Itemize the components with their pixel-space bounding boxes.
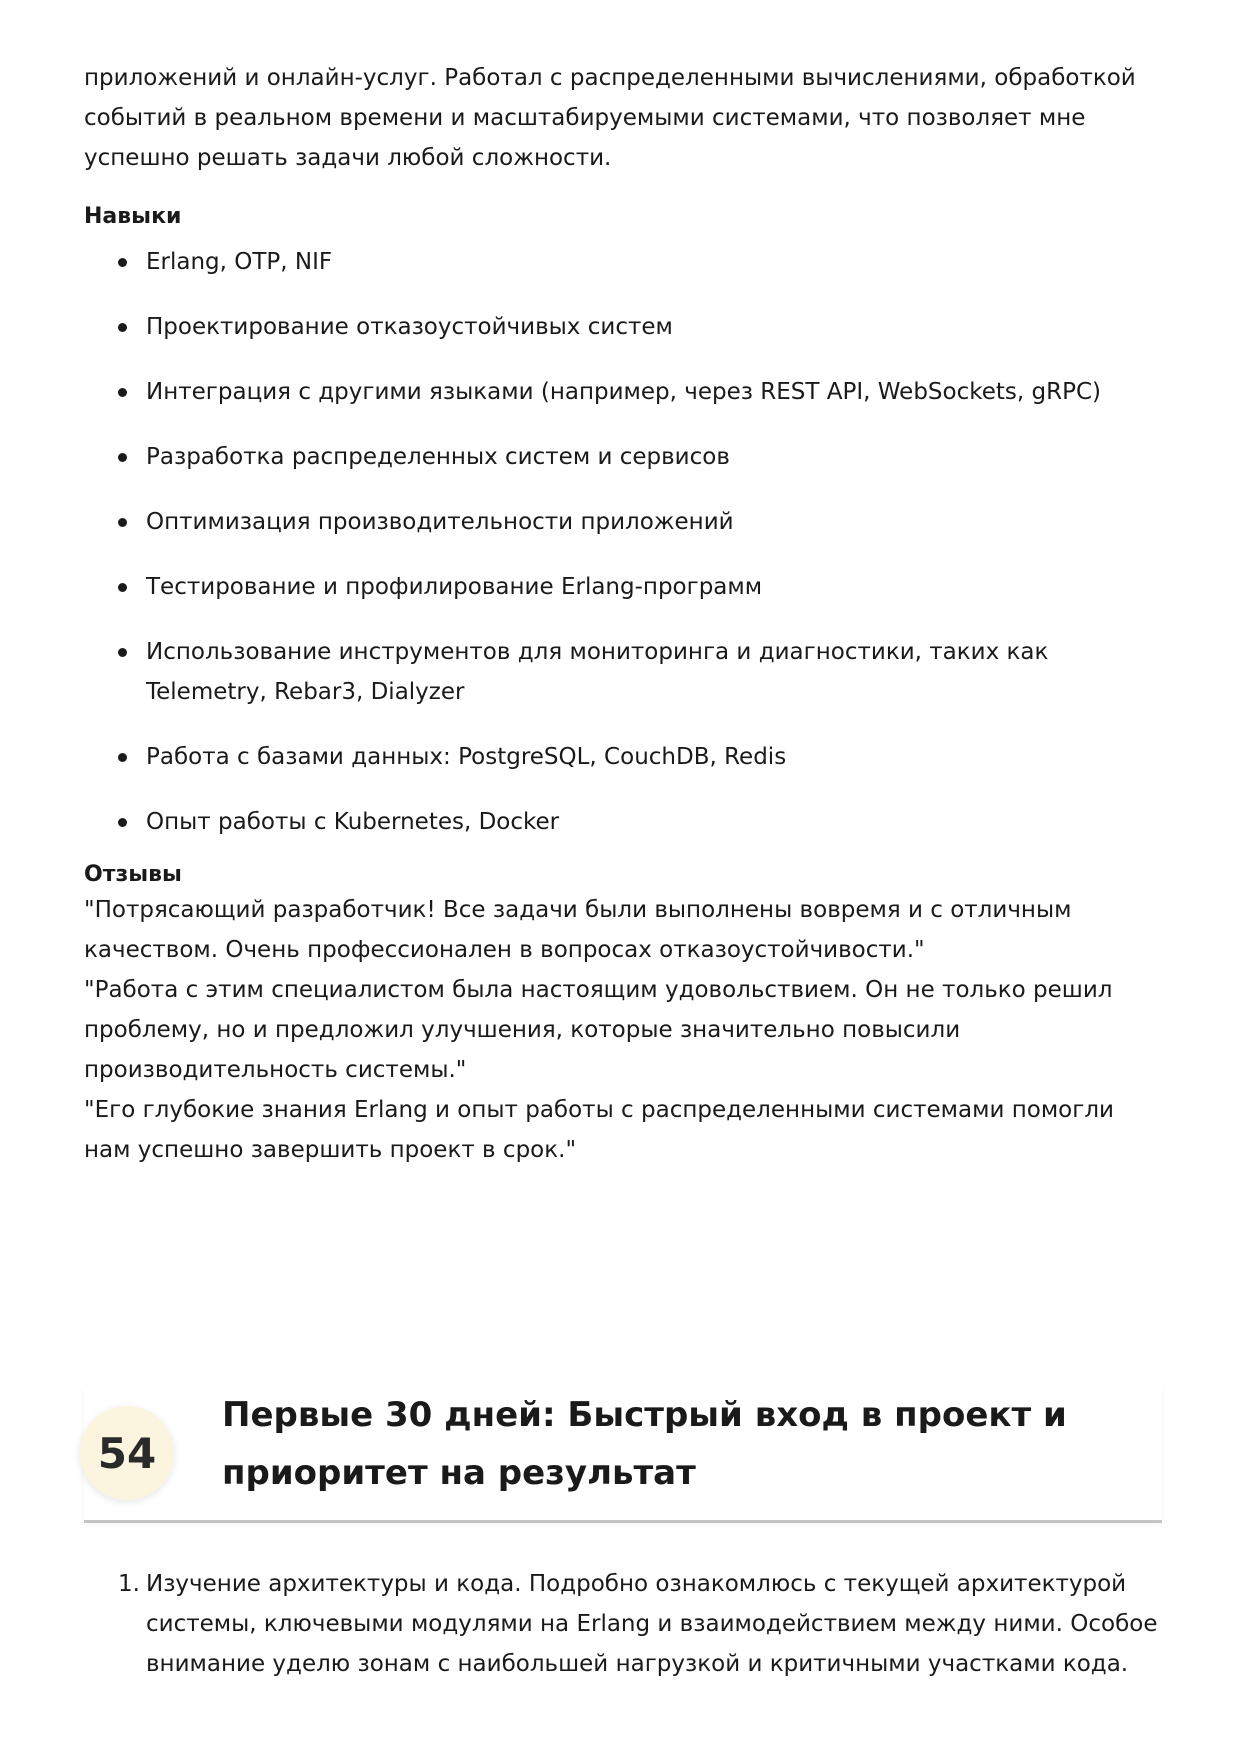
bullet-icon bbox=[118, 518, 127, 527]
skill-text: Проектирование отказоустойчивых систем bbox=[146, 314, 673, 340]
skills-heading: Навыки bbox=[84, 204, 182, 229]
skill-text: Использование инструментов для мониторинга и диагностики, таких как Telemetry, Rebar3, Dialyzer bbox=[146, 639, 1049, 705]
list-number: 1. bbox=[118, 1571, 140, 1597]
bullet-icon bbox=[118, 258, 127, 267]
skill-text: Интеграция с другими языками (например, через REST API, WebSockets, gRPC) bbox=[146, 379, 1101, 405]
chapter-title: Первые 30 дней: Быстрый вход в проект и приоритет на результат bbox=[222, 1395, 1067, 1493]
plan-text: Изучение архитектуры и кода. Подробно ознакомлюсь с текущей архитектурой системы, ключевыми модулями на Erlang и взаимодействием между ними. Особое внимание уделю зонам с наибольшей нагрузкой и критичными участками кода. bbox=[146, 1571, 1158, 1677]
chapter-number-badge: 54 bbox=[80, 1406, 174, 1500]
skill-text: Разработка распределенных систем и сервисов bbox=[146, 444, 730, 470]
list-item bbox=[84, 737, 1164, 777]
intro-paragraph: приложений и онлайн-услуг. Работал с распределенными вычислениями, обработкой событий в реальном времени и масштабируемыми системами, что позволяет мне успешно решать задачи любой сложности. bbox=[84, 65, 1136, 171]
skill-text: Оптимизация производительности приложений bbox=[146, 509, 734, 535]
bullet-icon bbox=[118, 583, 127, 592]
list-item bbox=[84, 632, 1164, 712]
skill-text: Опыт работы с Kubernetes, Docker bbox=[146, 809, 560, 835]
bullet-icon bbox=[118, 453, 127, 462]
list-item bbox=[84, 1564, 1164, 1684]
bullet-icon bbox=[118, 323, 127, 332]
chapter-header bbox=[84, 1386, 1162, 1523]
skill-text: Работа с базами данных: PostgreSQL, CouchDB, Redis bbox=[146, 744, 787, 770]
plan-list bbox=[84, 1564, 1164, 1684]
review-quote: "Потрясающий разработчик! Все задачи были выполнены вовремя и с отличным качеством. Очень профессионален в вопросах отказоустойчивости." bbox=[84, 897, 1072, 963]
review-quote: "Его глубокие знания Erlang и опыт работы с распределенными системами помогли нам успешно завершить проект в срок." bbox=[84, 1097, 1114, 1163]
list-item bbox=[84, 567, 1164, 607]
list-item bbox=[84, 307, 1164, 347]
resume-content bbox=[84, 58, 1164, 1170]
skill-text: Erlang, OTP, NIF bbox=[146, 249, 333, 275]
bullet-icon bbox=[118, 388, 127, 397]
bullet-icon bbox=[118, 648, 127, 657]
reviews-heading: Отзывы bbox=[84, 862, 182, 887]
skill-text: Тестирование и профилирование Erlang-программ bbox=[146, 574, 763, 600]
skills-list bbox=[84, 242, 1164, 842]
list-item bbox=[84, 802, 1164, 842]
list-item bbox=[84, 502, 1164, 542]
bullet-icon bbox=[118, 818, 127, 827]
review-quote: "Работа с этим специалистом была настоящим удовольствием. Он не только решил проблему, но и предложил улучшения, которые значительно повысили производительность системы." bbox=[84, 977, 1113, 1083]
list-item bbox=[84, 372, 1164, 412]
list-item bbox=[84, 242, 1164, 282]
bullet-icon bbox=[118, 753, 127, 762]
list-item bbox=[84, 437, 1164, 477]
